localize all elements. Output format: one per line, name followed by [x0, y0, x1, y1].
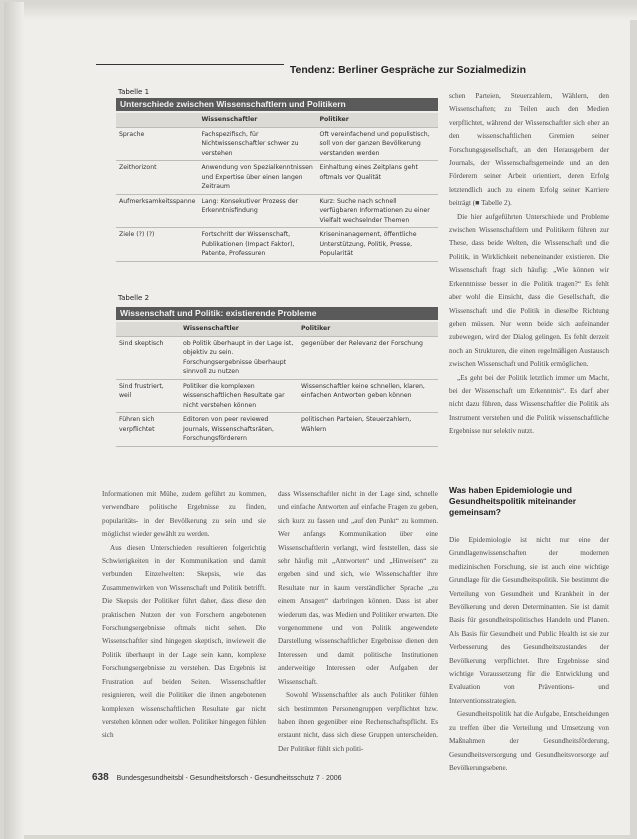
table-row	[116, 228, 438, 262]
paragraph: Sowohl Wissenschaftler als auch Politiker fühlen sich bestimmten Personengruppen verpflichtet bzw. haben ihnen gegenüber eine Rechenschaftspflicht. Es erstaunt nicht, dass sich diese Gruppen unterscheiden. Der Politiker fühlt sich politi-	[278, 691, 438, 753]
table-row	[116, 379, 438, 413]
table1-r2-c0: Aufmerksamkeitsspanne	[116, 194, 198, 228]
table2-title: Wissenschaft und Politik: existierende Probleme	[116, 307, 438, 320]
paragraph: schen Parteien, Steuerzahlern, Wählern, den Wissenschaften; zu Teilen auch den Medien verpflichtet, während der Wissenschaftler sich eher an den wissenschaftlichen Gremien seiner Forschungsgesellschaft, an den Herausgebern der Journals, der Wissenschaftsgemeinde und an den Förderern seiner Arbeit orientiert, deren Erfolg letztendlich auch zu einem Erfolg seiner Karriere beiträgt (■ Tabelle 2).	[449, 92, 609, 208]
table1	[116, 113, 438, 262]
table1-r3-c2: Kriseninanagement, öffentliche Unterstützung, Politik, Presse, Popularität	[316, 228, 438, 262]
table1-r1-c1: Anwendung von Spezialkenntnissen und Expertise über einen langen Zeitraum	[198, 161, 316, 195]
table2-r2-c2: politischen Parteien, Steuerzahlern, Wählern	[298, 413, 438, 447]
table1-r2-c1: Lang: Konsekutiver Prozess der Erkenntnisfindung	[198, 194, 316, 228]
table1-r2-c2: Kurz: Suche nach schnell verfügbaren Informationen zu einer Vielfalt wechselnder Themen	[316, 194, 438, 228]
section-heading: Was haben Epidemiologie und Gesundheitspolitik miteinander gemeinsam?	[449, 485, 577, 517]
table-row	[116, 194, 438, 228]
paragraph: dass Wissenschaftler nicht in der Lage sind, schnelle und einfache Antworten auf einfache Fragen zu geben, sich kurz zu fassen und „auf den Punkt“ zu kommen. Wer anfangs Kommunikation über eine Wissenschaftlerin verlangt, wird feststellen, dass sie sehr häufig mit „Antworten“ und „Hinweisen“ zu ergeben sind und sich, wie Wissenschaftler ihre Resultate nur in kaum verständlicher Sprache „zu einem Ansagen“ darbringen können. Dass ist aber wiederum das, was Medien und Politiker erwarten. Die vorgenommene und von Politik angewendete Darstellung wissenschaftlicher Ergebnisse dienen den Interessen und damit politische Institutionen anderweitige Interessen oder Aufgaben der Wissenschaft.	[278, 490, 438, 686]
table2-r1-c2: Wissenschaftler keine schnellen, klaren, einfachen Antworten geben können	[298, 379, 438, 413]
table1-col-2: Politiker	[316, 113, 438, 127]
text-column-right-top	[449, 90, 609, 478]
text-column-left	[102, 488, 266, 764]
running-header	[96, 64, 526, 78]
table-row	[116, 413, 438, 447]
table1-r0-c2: Oft vereinfachend und populistisch, soll von der ganzen Bevölkerung verstanden werden	[316, 127, 438, 161]
table1-r1-c2: Einhaltung eines Zeitplans geht oftmals vor Qualität	[316, 161, 438, 195]
table2	[116, 322, 438, 447]
table1-r1-c0: Zeithorizont	[116, 161, 198, 195]
text-column-middle	[278, 488, 438, 764]
table1-label: Tabelle 1	[118, 88, 150, 96]
page-number: 638	[92, 772, 109, 783]
page-footer	[92, 772, 612, 783]
paragraph: Die hier aufgeführten Unterschiede und Probleme zwischen Wissenschaftlern und Politikern führen zur These, dass beide Welten, die Wissenschaft und die Politik, in Wirklichkeit nebeneinander existieren. Die Wissenschaft fragt sich häufig: „Wie können wir Erkenntnisse besser in die Politik tragen?“ Es fehlt aber wohl die Einsicht, dass die Gesellschaft, die Wissenschaft und die Politik in dieselbe Richtung gehen müssen. Nur wenn beide sich aufeinander zubewegen, wird der Dialog gelingen. Es fehlt derzeit noch an Strukturen, die einen regelmäßigen Austausch zwischen Wissenschaft und Politik ermöglichen.	[449, 212, 609, 369]
table2-r1-c0: Sind frustriert, weil	[116, 379, 180, 413]
table2-header-row	[116, 322, 438, 336]
table1-r0-c0: Sprache	[116, 127, 198, 161]
scan-edge-left	[4, 2, 24, 839]
table1-r3-c1: Fortschritt der Wissenschaft, Publikationen (Impact Faktor), Patente, Professuren	[198, 228, 316, 262]
table1-title: Unterschiede zwischen Wissenschaftlern und Politikern	[116, 98, 438, 111]
table1-r3-c0: Ziele (?) (?)	[116, 228, 198, 262]
table-row	[116, 161, 438, 195]
table-row	[116, 127, 438, 161]
paragraph: „Es geht bei der Politik letztlich immer um Macht, bei der Wissenschaft um Erkenntnis“. Es darf aber nicht dazu führen, dass Wissenschaftler die Politik als Instrument verstehen und die Politik wissenschaftliche Ergebnisse nur selektiv nutzt.	[449, 373, 609, 436]
footer-journal: Bundesgesundheitsbl - Gesundheitsforsch - Gesundheitsschutz 7 · 2006	[116, 775, 342, 782]
table1-col-1: Wissenschaftler	[198, 113, 316, 127]
table2-label: Tabelle 2	[118, 294, 150, 302]
paragraph: Informationen mit Mühe, zudem geführt zu kommen, verwendbare politische Ergebnisse zu finden, popularitäts- in der Bevölkerung zu sein und sie möglichst wieder gewählt zu werden.	[102, 490, 266, 539]
scan-edge-top	[4, 2, 637, 20]
document-page	[4, 2, 630, 835]
table2-col-1: Wissenschaftler	[180, 322, 298, 336]
running-header-title: Tendenz: Berliner Gespräche zur Sozialmedizin	[284, 64, 526, 76]
table2-col-0	[116, 322, 180, 336]
table2-col-2: Politiker	[298, 322, 438, 336]
table2-r0-c2: gegenüber der Relevanz der Forschung	[298, 336, 438, 379]
paragraph: Gesundheitspolitik hat die Aufgabe, Entscheidungen zu treffen über die Verteilung und Umsetzung von Maßnahmen der Gesundheitsförderung, Gesundheitsversorgung und Gesundheitsvorsorge auf Bevölkerungsebene.	[449, 710, 609, 772]
table2-r2-c0: Führen sich verpflichtet	[116, 413, 180, 447]
table2-r0-c1: ob Politik überhaupt in der Lage ist, objektiv zu sein. Forschungsergebnisse überhaupt sinnvoll zu nutzen	[180, 336, 298, 379]
paragraph: Aus diesen Unterschieden resultieren folgerichtig Schwierigkeiten in der Kommunikation und damit verbunden Einzelwelten: Skepsis, wie das Zusammenwirken von Wissenschaft und Politik betrifft. Die Skepsis der Politiker führt daher, dass diese den praktischen Nutzen der von Forschern angebotenen Forschungsergebnisse oftmals nicht sehen. Die Wissenschaftler sind hingegen skeptisch, inwieweit die Politik überhaupt in der Lage sein kann, komplexe Forschungsergebnisse zu verstehen. Das Ergebnis ist Frustration auf beiden Seiten. Wissenschaftler resignieren, weil die Politiker die ihnen angebotenen komplexen wissenschaftlichen Resultate gar nicht verstehen können oder wollen. Politiker hingegen fühlen sich	[102, 543, 266, 740]
table2-r1-c1: Politiker die komplexen wissenschaftlichen Resultate gar nicht verstehen können	[180, 379, 298, 413]
table2-r2-c1: Editoren von peer reviewed Journals, Wissenschaftsräten, Forschungsförderern	[180, 413, 298, 447]
table1-r0-c1: Fachspezifisch, für Nichtwissenschaftler schwer zu verstehen	[198, 127, 316, 161]
paragraph: Die Epidemiologie ist nicht nur eine der Grundlagenwissenschaften der modernen medizinischen Forschung, sie ist auch eine wichtige Grundlage für die Gesundheitspolitik. Sie bestimmt die Verteilung von Gesundheit und Krankheit in der Bevölkerung und deren Determinanten. Sie ist damit Basis für gesundheitspolitisches Handeln und Planen. Als Basis für Gesundheit und Public Health ist sie zur Verbesserung des Gesundheitszustandes der Bevölkerung verpflichtet. Ihre Ergebnisse sind wichtige Voraussetzung für die Entwicklung und Evaluation von Präventions- und Interventionsstrategien.	[449, 536, 609, 705]
table1-col-0	[116, 113, 198, 127]
table-row	[116, 336, 438, 379]
text-column-right-bottom	[449, 534, 609, 772]
table1-header-row	[116, 113, 438, 127]
table2-r0-c0: Sind skeptisch	[116, 336, 180, 379]
